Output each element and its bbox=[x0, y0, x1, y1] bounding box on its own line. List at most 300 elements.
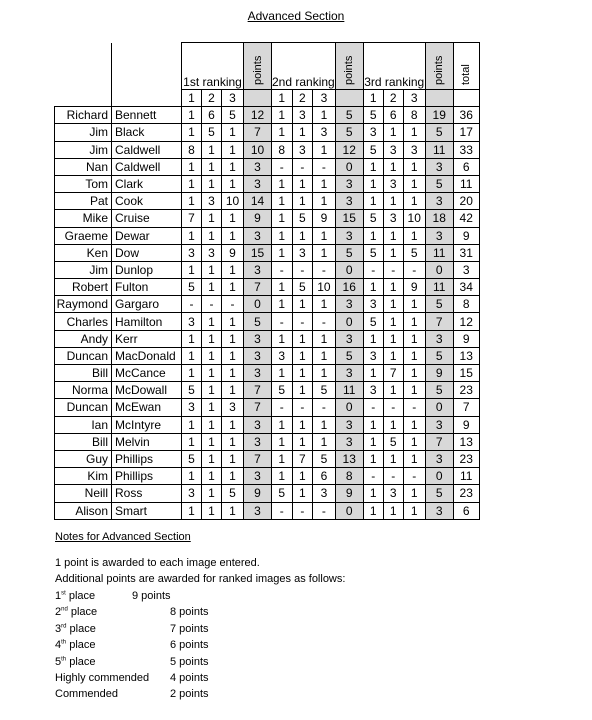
rank2-score: 1 bbox=[272, 244, 293, 261]
rank1-points: 3 bbox=[244, 416, 272, 433]
last-name: Smart bbox=[112, 502, 182, 519]
table-row bbox=[55, 141, 480, 158]
rank2-score: 1 bbox=[272, 107, 293, 124]
place-points: 2 points bbox=[170, 688, 209, 701]
rank2-score: 1 bbox=[272, 296, 293, 313]
total-cell: 11 bbox=[453, 175, 479, 192]
rank3-points: 0 bbox=[425, 261, 453, 278]
rank2-score: 5 bbox=[313, 382, 336, 399]
table-row bbox=[55, 347, 480, 364]
table-row bbox=[55, 433, 480, 450]
rank3-score: 1 bbox=[383, 450, 403, 467]
place-suffix: rd bbox=[61, 623, 67, 630]
subheader-blank-last bbox=[112, 90, 182, 107]
rank3-score: 1 bbox=[363, 416, 383, 433]
total-cell: 6 bbox=[453, 502, 479, 519]
page-title: Advanced Section bbox=[247, 9, 345, 23]
place-number: 3 bbox=[55, 622, 62, 635]
rank3-score: 1 bbox=[403, 416, 425, 433]
rank2-points: 3 bbox=[335, 365, 363, 382]
first-name: Jim bbox=[55, 261, 112, 278]
last-name: Clark bbox=[112, 175, 182, 192]
rank3-score: 9 bbox=[403, 279, 425, 296]
rank1-score: 3 bbox=[202, 244, 222, 261]
place-label bbox=[55, 672, 149, 684]
rank1-score: 7 bbox=[182, 210, 202, 227]
rank2-points: 3 bbox=[335, 227, 363, 244]
total-cell: 3 bbox=[453, 261, 479, 278]
table-row bbox=[55, 124, 480, 141]
rank1-score: 1 bbox=[182, 502, 202, 519]
rank1-score: 5 bbox=[202, 124, 222, 141]
rank2-score: - bbox=[272, 261, 293, 278]
last-name: Gargaro bbox=[112, 296, 182, 313]
rank1-score: 1 bbox=[202, 210, 222, 227]
first-name: Richard bbox=[55, 107, 112, 124]
rank3-score: 1 bbox=[383, 244, 403, 261]
rank1-points: 5 bbox=[244, 313, 272, 330]
rank2-score: 5 bbox=[313, 450, 336, 467]
sub-col: 2 bbox=[292, 90, 313, 107]
sub-col: 1 bbox=[272, 90, 293, 107]
rank1-score: 1 bbox=[202, 365, 222, 382]
total-cell: 13 bbox=[453, 347, 479, 364]
rank3-score: 1 bbox=[383, 227, 403, 244]
rank2-score: - bbox=[313, 158, 336, 175]
place-text: Commended bbox=[55, 688, 118, 701]
first-name: Ian bbox=[55, 416, 112, 433]
rank1-points: 3 bbox=[244, 347, 272, 364]
rank3-score: 1 bbox=[363, 365, 383, 382]
rank3-score: 1 bbox=[403, 450, 425, 467]
first-name: Charles bbox=[55, 313, 112, 330]
total-cell: 13 bbox=[453, 433, 479, 450]
total-cell: 20 bbox=[453, 193, 479, 210]
rank3-points: 3 bbox=[425, 502, 453, 519]
rank3-points: 5 bbox=[425, 296, 453, 313]
rank3-points: 11 bbox=[425, 244, 453, 261]
rank1-score: 1 bbox=[202, 158, 222, 175]
rank3-score: 1 bbox=[403, 330, 425, 347]
rank2-score: 1 bbox=[313, 227, 336, 244]
last-name: Cruise bbox=[112, 210, 182, 227]
last-name: Ross bbox=[112, 485, 182, 502]
rank2-score: 1 bbox=[292, 175, 313, 192]
place-suffix: th bbox=[61, 655, 67, 662]
rank3-score: 1 bbox=[363, 450, 383, 467]
rank1-points: 7 bbox=[244, 399, 272, 416]
rank2-points: 3 bbox=[335, 433, 363, 450]
rank2-score: - bbox=[292, 502, 313, 519]
total-cell: 15 bbox=[453, 365, 479, 382]
rank3-points: 19 bbox=[425, 107, 453, 124]
total-cell: 23 bbox=[453, 382, 479, 399]
total-cell: 7 bbox=[453, 399, 479, 416]
rank2-score: 3 bbox=[292, 244, 313, 261]
last-name: Phillips bbox=[112, 468, 182, 485]
rank1-score: 1 bbox=[222, 158, 244, 175]
rank1-score: 1 bbox=[222, 502, 244, 519]
rank2-score: 1 bbox=[292, 485, 313, 502]
rank1-score: 1 bbox=[222, 210, 244, 227]
rank2-score: 1 bbox=[292, 433, 313, 450]
rank2-score: - bbox=[313, 313, 336, 330]
rank3-points: 5 bbox=[425, 175, 453, 192]
points-label: points bbox=[343, 55, 356, 85]
rank3-score: 1 bbox=[403, 193, 425, 210]
total-cell: 36 bbox=[453, 107, 479, 124]
first-name: Kim bbox=[55, 468, 112, 485]
rank3-score: - bbox=[403, 399, 425, 416]
rank1-points: 7 bbox=[244, 382, 272, 399]
rank2-score: 1 bbox=[272, 124, 293, 141]
total-cell: 34 bbox=[453, 279, 479, 296]
last-name: Dewar bbox=[112, 227, 182, 244]
rank3-score: 5 bbox=[363, 107, 383, 124]
rank1-score: 1 bbox=[222, 382, 244, 399]
rank1-score: 5 bbox=[222, 107, 244, 124]
rank2-points: 0 bbox=[335, 261, 363, 278]
last-name: McCance bbox=[112, 365, 182, 382]
rank1-points: 14 bbox=[244, 193, 272, 210]
place-label bbox=[55, 623, 96, 635]
total-cell: 17 bbox=[453, 124, 479, 141]
rank1-points: 9 bbox=[244, 210, 272, 227]
rank2-score: 1 bbox=[292, 227, 313, 244]
rank2-score: 1 bbox=[272, 468, 293, 485]
rank3-score: 3 bbox=[363, 347, 383, 364]
rank2-points: 12 bbox=[335, 141, 363, 158]
place-label bbox=[55, 688, 118, 700]
rank1-score: 5 bbox=[182, 382, 202, 399]
rank1-score: 3 bbox=[182, 399, 202, 416]
rank1-score: 1 bbox=[202, 450, 222, 467]
rank3-score: 3 bbox=[383, 175, 403, 192]
rank2-score: 1 bbox=[313, 107, 336, 124]
rank1-score: 1 bbox=[182, 261, 202, 278]
rank2-score: 1 bbox=[292, 193, 313, 210]
total-cell: 9 bbox=[453, 227, 479, 244]
rank1-score: 8 bbox=[182, 141, 202, 158]
rank3-points: 3 bbox=[425, 330, 453, 347]
rank2-score: 1 bbox=[313, 416, 336, 433]
rank1-points: 7 bbox=[244, 450, 272, 467]
rank2-score: 5 bbox=[292, 279, 313, 296]
rank3-score: 1 bbox=[403, 347, 425, 364]
rank3-points: 3 bbox=[425, 193, 453, 210]
rank2-score: 1 bbox=[292, 347, 313, 364]
rank1-points: 3 bbox=[244, 433, 272, 450]
rank2-points: 5 bbox=[335, 107, 363, 124]
rank3-points: 18 bbox=[425, 210, 453, 227]
rank1-score: 1 bbox=[222, 227, 244, 244]
rank2-points: 8 bbox=[335, 468, 363, 485]
table-row bbox=[55, 107, 480, 124]
place-suffix: nd bbox=[61, 606, 68, 613]
rank1-score: 1 bbox=[222, 124, 244, 141]
rank1-points: 10 bbox=[244, 141, 272, 158]
last-name: Dunlop bbox=[112, 261, 182, 278]
sub-col: 2 bbox=[383, 90, 403, 107]
rank1-points: 15 bbox=[244, 244, 272, 261]
rank2-score: 1 bbox=[292, 365, 313, 382]
rank2-points: 11 bbox=[335, 382, 363, 399]
last-name: Cook bbox=[112, 193, 182, 210]
rank1-points: 3 bbox=[244, 158, 272, 175]
first-name: Bill bbox=[55, 365, 112, 382]
total-label: total bbox=[460, 64, 473, 85]
first-name: Duncan bbox=[55, 399, 112, 416]
rank3-score: 7 bbox=[383, 365, 403, 382]
rank3-score: 3 bbox=[383, 485, 403, 502]
rank3-score: 1 bbox=[363, 330, 383, 347]
table-row bbox=[55, 330, 480, 347]
table-row bbox=[55, 244, 480, 261]
sub-col: 3 bbox=[313, 90, 336, 107]
place-label bbox=[55, 590, 95, 602]
results-table bbox=[54, 42, 480, 520]
sub-col: 1 bbox=[363, 90, 383, 107]
table-row bbox=[55, 261, 480, 278]
place-points: 5 points bbox=[170, 655, 209, 668]
total-cell: 8 bbox=[453, 296, 479, 313]
first-name: Mike bbox=[55, 210, 112, 227]
first-name: Norma bbox=[55, 382, 112, 399]
rank2-score: 1 bbox=[313, 296, 336, 313]
first-name: Pat bbox=[55, 193, 112, 210]
rank3-points: 5 bbox=[425, 485, 453, 502]
rank2-score: 3 bbox=[313, 124, 336, 141]
rank2-points: 15 bbox=[335, 210, 363, 227]
rank1-points: 7 bbox=[244, 124, 272, 141]
rank3-score: 1 bbox=[403, 433, 425, 450]
place-suffix: st bbox=[61, 590, 66, 597]
rank3-score: 1 bbox=[383, 330, 403, 347]
last-name: Phillips bbox=[112, 450, 182, 467]
rank2-score: 5 bbox=[272, 485, 293, 502]
rank1-score: 1 bbox=[222, 433, 244, 450]
total-cell: 33 bbox=[453, 141, 479, 158]
rank3-score: - bbox=[383, 468, 403, 485]
table-row bbox=[55, 485, 480, 502]
rank1-score: 1 bbox=[182, 330, 202, 347]
rank3-score: 5 bbox=[363, 244, 383, 261]
rank3-score: 3 bbox=[363, 382, 383, 399]
place-label bbox=[55, 606, 97, 618]
first-name: Tom bbox=[55, 175, 112, 192]
rank2-score: 6 bbox=[313, 468, 336, 485]
total-cell: 42 bbox=[453, 210, 479, 227]
rank1-score: 1 bbox=[202, 416, 222, 433]
place-text: place bbox=[67, 606, 98, 619]
rank2-score: 3 bbox=[292, 107, 313, 124]
rank2-score: - bbox=[313, 502, 336, 519]
rank1-score: 1 bbox=[222, 313, 244, 330]
rank2-score: - bbox=[272, 399, 293, 416]
table-row bbox=[55, 382, 480, 399]
rank1-score: 1 bbox=[222, 330, 244, 347]
rank2-score: 1 bbox=[292, 124, 313, 141]
rank3-score: 10 bbox=[403, 210, 425, 227]
rank2-points: 0 bbox=[335, 502, 363, 519]
rank3-score: 3 bbox=[383, 141, 403, 158]
rank2-score: 7 bbox=[292, 450, 313, 467]
rank3-score: - bbox=[383, 399, 403, 416]
rank2-score: 1 bbox=[313, 347, 336, 364]
rank1-score: 1 bbox=[222, 279, 244, 296]
rank2-score: 1 bbox=[313, 244, 336, 261]
first-name: Raymond bbox=[55, 296, 112, 313]
place-label bbox=[55, 639, 96, 651]
rank2-score: 9 bbox=[313, 210, 336, 227]
last-name: Bennett bbox=[112, 107, 182, 124]
rank2-score: - bbox=[292, 399, 313, 416]
rank1-score: 1 bbox=[182, 347, 202, 364]
rank2-score: - bbox=[292, 158, 313, 175]
rank1-score: 1 bbox=[202, 141, 222, 158]
rank3-points: 11 bbox=[425, 141, 453, 158]
first-name: Alison bbox=[55, 502, 112, 519]
rank1-score: 1 bbox=[202, 485, 222, 502]
rank1-points: 7 bbox=[244, 279, 272, 296]
rank2-score: - bbox=[313, 399, 336, 416]
sub-col: 3 bbox=[403, 90, 425, 107]
rank3-points: 9 bbox=[425, 365, 453, 382]
header-ranking-3: 3rd ranking bbox=[363, 43, 425, 90]
rank1-points: 3 bbox=[244, 261, 272, 278]
header-row bbox=[55, 43, 480, 90]
rank3-score: 1 bbox=[383, 313, 403, 330]
rank2-score: 1 bbox=[292, 416, 313, 433]
rank1-score: 6 bbox=[202, 107, 222, 124]
rank3-score: - bbox=[383, 261, 403, 278]
total-cell: 9 bbox=[453, 416, 479, 433]
table-row bbox=[55, 399, 480, 416]
rank1-score: 1 bbox=[182, 107, 202, 124]
rank2-score: 1 bbox=[313, 141, 336, 158]
rank2-score: 10 bbox=[313, 279, 336, 296]
rank3-points: 3 bbox=[425, 416, 453, 433]
last-name: McDowall bbox=[112, 382, 182, 399]
total-cell: 9 bbox=[453, 330, 479, 347]
rank3-score: 1 bbox=[383, 158, 403, 175]
last-name: McIntyre bbox=[112, 416, 182, 433]
rank2-score: 1 bbox=[272, 175, 293, 192]
header-points-3 bbox=[425, 43, 453, 90]
rank3-points: 5 bbox=[425, 124, 453, 141]
rank1-score: 1 bbox=[222, 365, 244, 382]
last-name: Dow bbox=[112, 244, 182, 261]
last-name: Black bbox=[112, 124, 182, 141]
header-ranking-2: 2nd ranking bbox=[272, 43, 336, 90]
first-name: Andy bbox=[55, 330, 112, 347]
rank2-score: 3 bbox=[272, 347, 293, 364]
rank1-score: 1 bbox=[202, 347, 222, 364]
rank3-score: 1 bbox=[383, 124, 403, 141]
rank2-score: 1 bbox=[272, 330, 293, 347]
rank2-score: 8 bbox=[272, 141, 293, 158]
rank1-score: - bbox=[202, 296, 222, 313]
place-text: place bbox=[66, 622, 96, 635]
rank1-points: 3 bbox=[244, 175, 272, 192]
header-ranking-1: 1st ranking bbox=[182, 43, 244, 90]
rank2-points: 3 bbox=[335, 296, 363, 313]
rank2-score: 3 bbox=[313, 485, 336, 502]
last-name: McEwan bbox=[112, 399, 182, 416]
table-row bbox=[55, 416, 480, 433]
place-number: 5 bbox=[55, 655, 62, 668]
sub-points bbox=[335, 90, 363, 107]
rank1-score: 1 bbox=[182, 416, 202, 433]
rank3-score: - bbox=[363, 399, 383, 416]
notes-line-2: Additional points are awarded for ranked images as follows: bbox=[55, 573, 346, 585]
table-row bbox=[55, 313, 480, 330]
rank3-score: 1 bbox=[383, 382, 403, 399]
sub-points bbox=[425, 90, 453, 107]
rank1-score: 5 bbox=[182, 279, 202, 296]
total-cell: 31 bbox=[453, 244, 479, 261]
rank2-score: 1 bbox=[272, 365, 293, 382]
rank3-points: 3 bbox=[425, 158, 453, 175]
first-name: Jim bbox=[55, 124, 112, 141]
first-name: Robert bbox=[55, 279, 112, 296]
rank3-score: 8 bbox=[403, 107, 425, 124]
rank1-score: 1 bbox=[202, 502, 222, 519]
rank1-score: 1 bbox=[182, 468, 202, 485]
rank1-score: 1 bbox=[182, 227, 202, 244]
rank1-points: 3 bbox=[244, 502, 272, 519]
place-points: 4 points bbox=[170, 672, 209, 684]
last-name: MacDonald bbox=[112, 347, 182, 364]
rank3-points: 7 bbox=[425, 313, 453, 330]
first-name: Guy bbox=[55, 450, 112, 467]
rank1-score: 1 bbox=[202, 313, 222, 330]
first-name: Bill bbox=[55, 433, 112, 450]
rank3-points: 7 bbox=[425, 433, 453, 450]
rank3-score: 1 bbox=[403, 485, 425, 502]
rank2-points: 13 bbox=[335, 450, 363, 467]
rank2-score: - bbox=[272, 313, 293, 330]
rank2-points: 0 bbox=[335, 158, 363, 175]
rank3-score: 1 bbox=[383, 279, 403, 296]
rank2-points: 5 bbox=[335, 244, 363, 261]
rank3-score: 1 bbox=[363, 175, 383, 192]
rank2-points: 16 bbox=[335, 279, 363, 296]
points-label: points bbox=[433, 55, 446, 85]
total-cell: 23 bbox=[453, 485, 479, 502]
rank3-score: 5 bbox=[363, 210, 383, 227]
rank3-score: 1 bbox=[383, 502, 403, 519]
notes-line-1: 1 point is awarded to each image entered. bbox=[55, 557, 260, 569]
rank1-points: 3 bbox=[244, 468, 272, 485]
rank3-points: 5 bbox=[425, 382, 453, 399]
last-name: Fulton bbox=[112, 279, 182, 296]
rank3-score: 1 bbox=[403, 365, 425, 382]
last-name: Hamilton bbox=[112, 313, 182, 330]
rank1-score: 1 bbox=[202, 468, 222, 485]
rank1-score: - bbox=[182, 296, 202, 313]
rank2-score: - bbox=[272, 158, 293, 175]
first-name: Jim bbox=[55, 141, 112, 158]
rank2-score: 1 bbox=[313, 433, 336, 450]
table-row bbox=[55, 502, 480, 519]
sub-col: 1 bbox=[182, 90, 202, 107]
place-points: 6 points bbox=[170, 639, 209, 652]
rank3-score: - bbox=[403, 468, 425, 485]
rank2-score: 1 bbox=[272, 279, 293, 296]
rank3-score: - bbox=[403, 261, 425, 278]
rank1-score: 1 bbox=[202, 399, 222, 416]
